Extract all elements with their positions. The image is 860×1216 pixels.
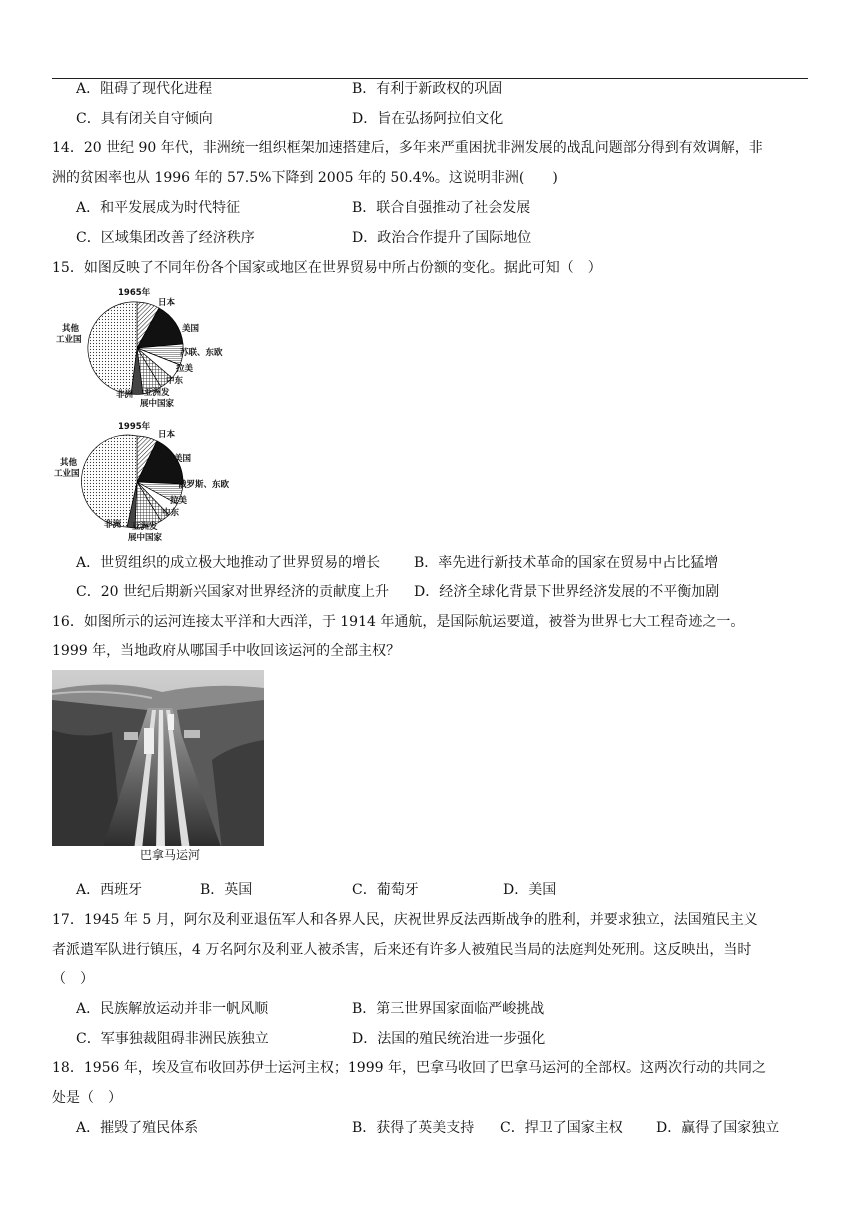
q17-option-c[interactable]: C．军事独裁阻碍非洲民族独立 — [76, 1031, 269, 1047]
q16-option-c[interactable]: C．葡萄牙 — [352, 882, 419, 898]
pie-1965-label-usa: 美国 — [182, 324, 200, 334]
q14-stem-line2: 洲的贫困率也从 1996 年的 57.5%下降到 2005 年的 50.4%。这说明非洲( ) — [52, 170, 558, 186]
q14-option-a[interactable]: A．和平发展成为时代特征 — [76, 200, 241, 216]
q14-option-b[interactable]: B．联合自强推动了社会发展 — [352, 200, 531, 216]
q16-option-a[interactable]: A．西班牙 — [76, 882, 143, 898]
pie-1965-label-asia1: 亚洲发 — [144, 388, 170, 398]
q18-stem-line2: 处是（ ） — [52, 1090, 122, 1106]
photo-caption: 巴拿马运河 — [140, 848, 201, 862]
q15-option-a[interactable]: A．世贸组织的成立极大地推动了世界贸易的增长 — [76, 555, 381, 571]
pie-chart-1965 — [52, 284, 232, 412]
pie-chart-1995 — [52, 418, 232, 546]
pie-1965-label-other2: 工业国 — [56, 335, 82, 345]
pie-1965-label-mideast: 中东 — [166, 376, 184, 386]
pie-1965-label-latam: 拉美 — [176, 364, 194, 374]
q14-stem-line1: 14．20 世纪 90 年代，非洲统一组织框架加速搭建后，多年来严重困扰非洲发展的战乱问题部分得到有效调解，非 — [52, 140, 763, 156]
pie-1965-slice-other — [88, 302, 137, 394]
pie-1995-label-latam: 拉美 — [170, 496, 188, 506]
q13-option-b[interactable]: B．有利于新政权的巩固 — [352, 81, 503, 97]
q13-option-d[interactable]: D．旨在弘扬阿拉伯文化 — [352, 111, 504, 127]
q16-option-b[interactable]: B．英国 — [200, 882, 253, 898]
pie-1995-label-russia: 俄罗斯、东欧 — [178, 480, 230, 490]
q16-option-d[interactable]: D．美国 — [503, 882, 557, 898]
q14-option-c[interactable]: C．区域集团改善了经济秩序 — [76, 230, 255, 246]
q15-option-c[interactable]: C．20 世纪后期新兴国家对世界经济的贡献度上升 — [76, 584, 389, 600]
q17-stem-line3: （ ） — [52, 971, 94, 987]
pie-1995-label-mideast: 中东 — [162, 508, 180, 518]
panama-canal-image — [52, 670, 264, 850]
q14-option-d[interactable]: D．政治合作提升了国际地位 — [352, 230, 532, 246]
pie-1965-label-asia2: 展中国家 — [140, 399, 175, 409]
q18-stem-line1: 18．1956 年，埃及宣布收回苏伊士运河主权；1999 年，巴拿马收回了巴拿马运河的全部权。这两次行动的共同之 — [52, 1060, 766, 1076]
q13-option-c[interactable]: C．具有闭关自守倾向 — [76, 111, 213, 127]
q17-stem-line1: 17．1945 年 5 月，阿尔及利亚退伍军人和各界人民，庆祝世界反法西斯战争的胜利，并要求独立，法国殖民主义 — [52, 912, 758, 928]
q18-option-a[interactable]: A．摧毁了殖民体系 — [76, 1120, 199, 1136]
pie-1995-label-japan: 日本 — [158, 430, 176, 440]
q18-option-d[interactable]: D．赢得了国家独立 — [656, 1120, 780, 1136]
pie-1965-year: 1965年 — [118, 288, 151, 298]
q17-option-a[interactable]: A．民族解放运动并非一帆风顺 — [76, 1001, 269, 1017]
pie-1995-label-asia1: 亚洲发 — [132, 522, 158, 532]
pie-1995-year: 1995年 — [118, 422, 151, 432]
pie-1995-label-usa: 美国 — [174, 454, 192, 464]
pie-1995-label-other1: 其他 — [60, 458, 78, 468]
q15-option-b[interactable]: B．率先进行新技术革命的国家在贸易中占比猛增 — [414, 555, 719, 571]
pie-1995-slice-other — [81, 435, 137, 527]
panama-canal-photo — [52, 670, 264, 862]
pie-1995-label-other2: 工业国 — [54, 469, 80, 479]
photo-caption-bar — [52, 846, 264, 862]
q16-stem-line1: 16．如图所示的运河连接太平洋和大西洋，于 1914 年通航，是国际航运要道，被誉为世界七大工程奇迹之一。 — [52, 614, 745, 630]
q16-stem-line2: 1999 年，当地政府从哪国手中收回该运河的全部主权？ — [52, 643, 401, 659]
q18-option-b[interactable]: B．获得了英美支持 — [352, 1120, 475, 1136]
pie-1965-label-ussr: 苏联、东欧 — [180, 348, 223, 358]
q15-option-d[interactable]: D．经济全球化背景下世界经济发展的不平衡加剧 — [414, 584, 720, 600]
pie-1965-label-africa: 非洲 — [116, 390, 134, 400]
q15-stem-line1: 15．如图反映了不同年份各个国家或地区在世界贸易中所占份额的变化。据此可知（ ） — [52, 260, 602, 276]
q17-option-b[interactable]: B．第三世界国家面临严峻挑战 — [352, 1001, 545, 1017]
q13-option-a[interactable]: A．阻碍了现代化进程 — [76, 81, 213, 97]
q17-stem-line2: 者派遣军队进行镇压，4 万名阿尔及利亚人被杀害，后来还有许多人被殖民当局的法庭判处死刑。这反映出，当时 — [52, 942, 752, 958]
q17-option-d[interactable]: D．法国的殖民统治进一步强化 — [352, 1031, 546, 1047]
pie-1965-label-japan: 日本 — [158, 298, 176, 308]
pie-1965-label-other1: 其他 — [62, 324, 80, 334]
pie-1995-label-africa: 非洲 — [104, 520, 122, 530]
pie-1995-label-asia2: 展中国家 — [128, 533, 163, 543]
q18-option-c[interactable]: C．捍卫了国家主权 — [500, 1120, 623, 1136]
